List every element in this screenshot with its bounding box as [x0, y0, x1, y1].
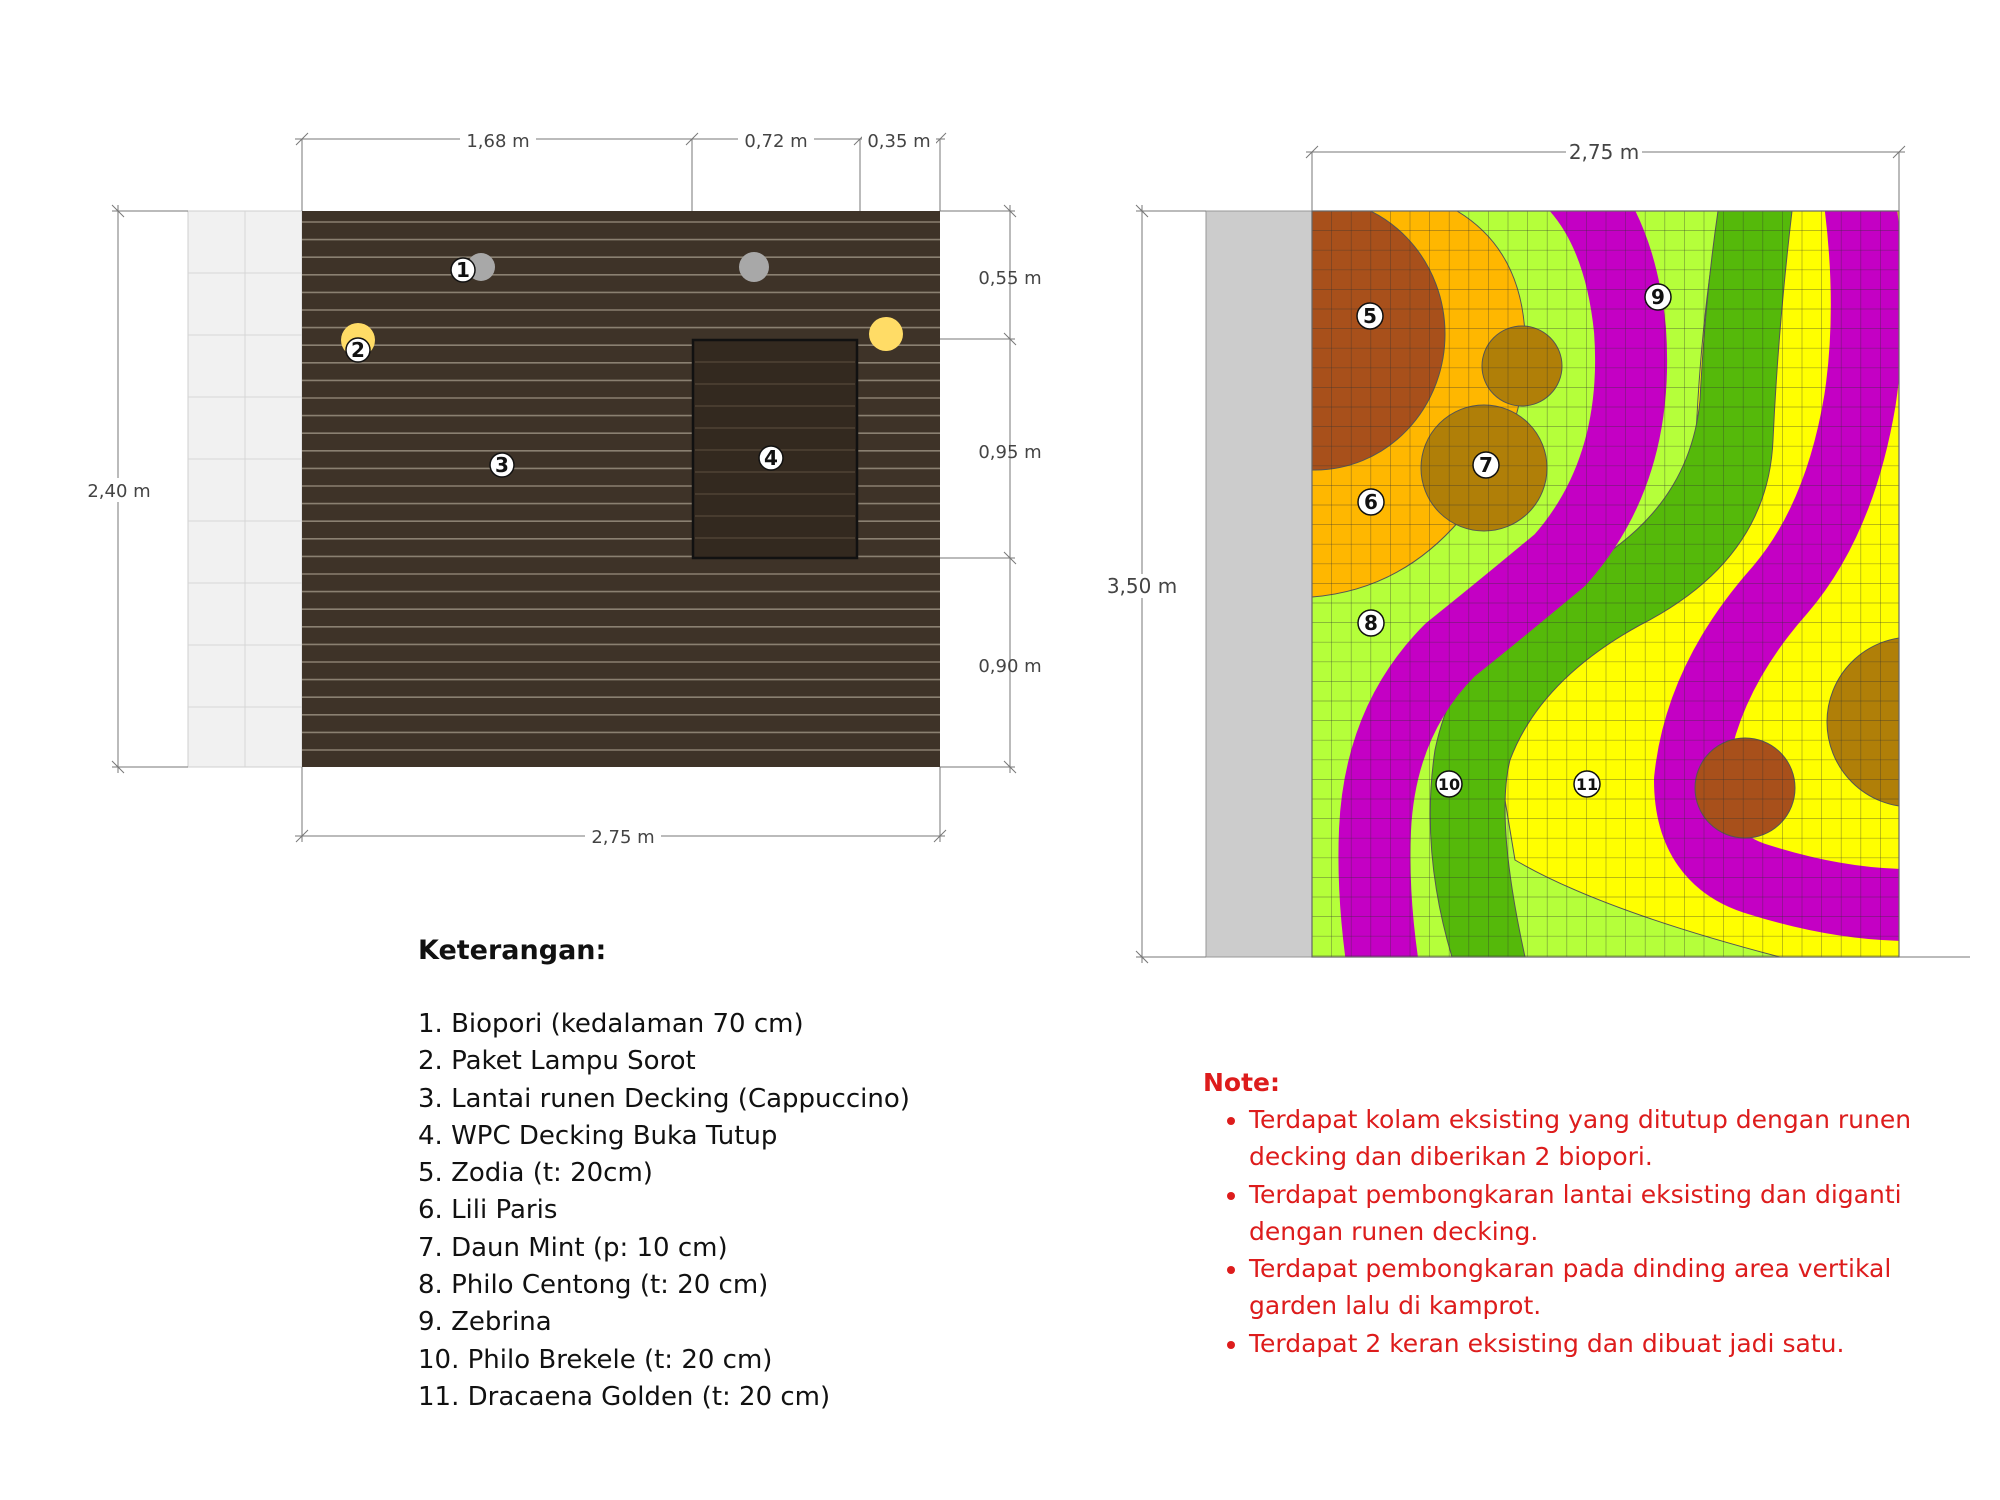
legend-item: 6. Lili Paris: [418, 1195, 558, 1226]
right-plan: [1104, 140, 1997, 980]
legend-item: 3. Lantai runen Decking (Cappuccino): [418, 1083, 910, 1114]
note: [1203, 1068, 1963, 1362]
marker-7: [1473, 452, 1499, 478]
marker-3-label: 3: [495, 453, 509, 477]
marker-2: [346, 338, 370, 362]
zodia-clump-2: [1695, 738, 1795, 838]
marker-6: [1358, 489, 1384, 515]
legend-item: 5. Zodia (t: 20cm): [418, 1158, 653, 1189]
marker-7-label: 7: [1479, 453, 1493, 477]
marker-4: [759, 446, 783, 470]
marker-3: [490, 453, 514, 477]
marker-5-label: 5: [1363, 304, 1377, 328]
note-list: [1203, 1101, 1963, 1362]
dim-right-2: 0,95 m: [978, 442, 1042, 463]
dim-top-3: 0,35 m: [867, 131, 931, 152]
note-item: • Terdapat kolam eksisting yang ditutup dengan runen decking dan diberikan 2 biopori.: [1249, 1101, 1963, 1176]
spot-lamp-2: [869, 317, 903, 351]
marker-1-label: 1: [456, 258, 470, 282]
dim-top-1: 1,68 m: [466, 131, 530, 152]
legend-item: 8. Philo Centong (t: 20 cm): [418, 1270, 769, 1301]
legend-item: 1. Biopori (kedalaman 70 cm): [418, 1009, 804, 1039]
marker-8: [1358, 610, 1384, 636]
dim-right-plan-left: 3,50 m: [1106, 574, 1178, 598]
marker-11: [1574, 771, 1600, 797]
dim-top-2: 0,72 m: [744, 131, 808, 152]
dim-right-3: 0,90 m: [978, 656, 1042, 677]
note-item: • Terdapat pembongkaran pada dinding area vertikal garden lalu di kamprot.: [1249, 1250, 1963, 1325]
dim-right-plan-top: 2,75 m: [1568, 140, 1640, 164]
legend-title: Keterangan:: [418, 935, 607, 966]
marker-1: [451, 258, 475, 282]
dim-bottom: 2,75 m: [591, 827, 655, 848]
marker-10: [1436, 771, 1462, 797]
daun-mint-clump-3: [1827, 637, 1997, 807]
dim-left: 2,40 m: [87, 481, 151, 502]
marker-9-label: 9: [1651, 285, 1665, 309]
marker-2-label: 2: [351, 338, 365, 362]
marker-10-label: 10: [1437, 775, 1461, 794]
dim-right-1: 0,55 m: [978, 268, 1042, 289]
marker-5: [1357, 303, 1383, 329]
legend-item: 4. WPC Decking Buka Tutup: [418, 1120, 778, 1151]
legend-item: 7. Daun Mint (p: 10 cm): [418, 1232, 728, 1263]
marker-11-label: 11: [1575, 775, 1599, 794]
left-plan: [84, 128, 1042, 848]
daun-mint-clump-1: [1482, 326, 1562, 406]
legend-item: 11. Dracaena Golden (t: 20 cm): [418, 1381, 831, 1412]
note-item: • Terdapat 2 keran eksisting dan dibuat jadi satu.: [1249, 1325, 1963, 1362]
marker-8-label: 8: [1364, 611, 1378, 635]
note-item: • Terdapat pembongkaran lantai eksisting dan diganti dengan runen decking.: [1249, 1176, 1963, 1251]
legend-item: 9. Zebrina: [418, 1307, 552, 1338]
existing-wall-strip: [1206, 211, 1312, 957]
legend: [418, 935, 1058, 1416]
marker-6-label: 6: [1364, 490, 1378, 514]
legend-item: 2. Paket Lampu Sorot: [418, 1046, 696, 1077]
note-title: Note:: [1203, 1068, 1281, 1097]
biopori-mark-2: [739, 252, 769, 282]
legend-item: 10. Philo Brekele (t: 20 cm): [418, 1344, 773, 1375]
marker-9: [1645, 284, 1671, 310]
marker-4-label: 4: [764, 446, 778, 470]
legend-list: [418, 1006, 1058, 1416]
